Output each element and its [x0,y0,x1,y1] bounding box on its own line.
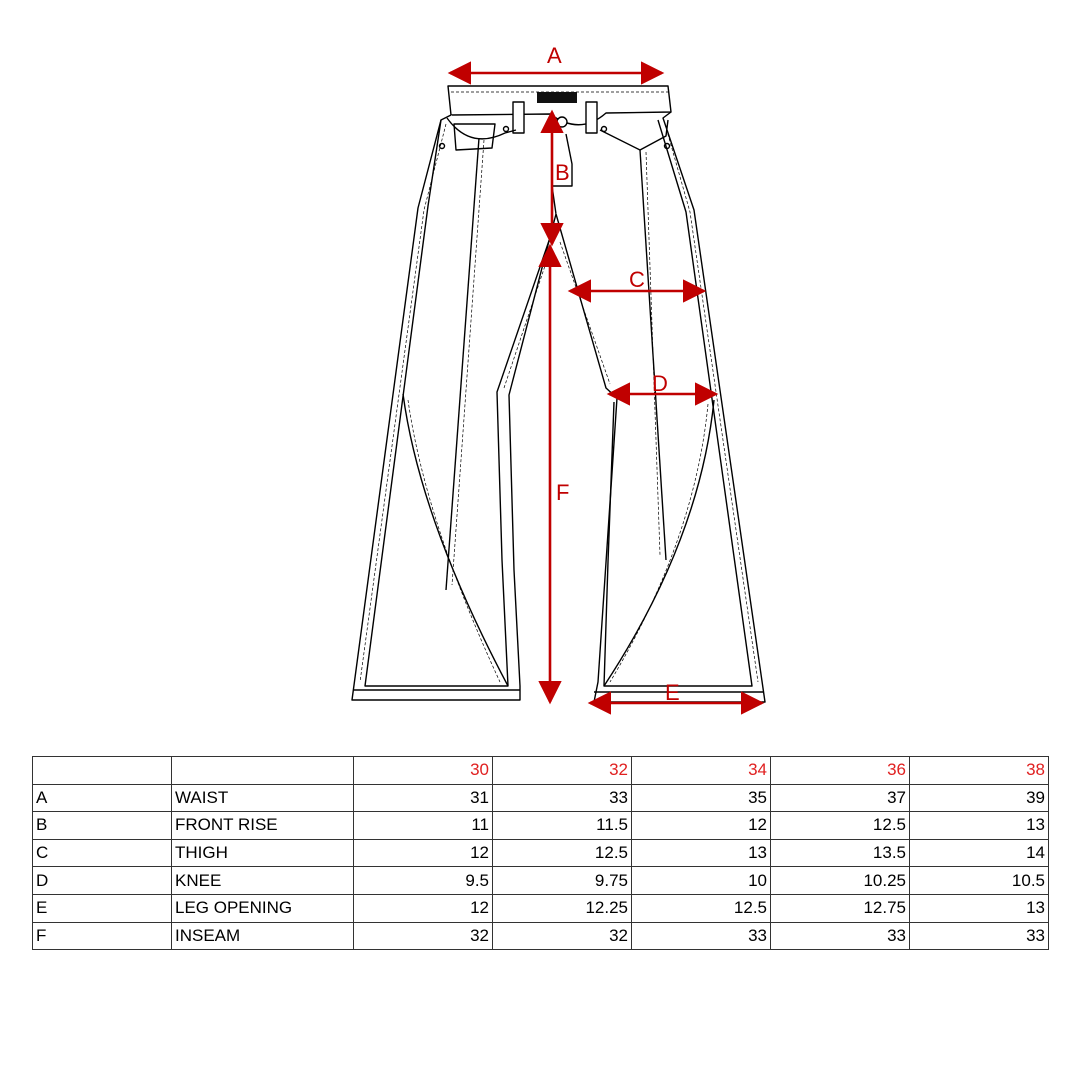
table-cell: 33 [632,922,771,950]
table-cell: 14 [910,839,1049,867]
size-34-header: 34 [632,757,771,785]
table-cell: 12 [632,812,771,840]
table-row-knee [33,867,1049,895]
table-cell: 33 [771,922,910,950]
table-cell: 39 [910,784,1049,812]
label-e: E [665,680,680,705]
table-cell: 12.5 [771,812,910,840]
table-row-waist [33,784,1049,812]
table-cell: 9.5 [354,867,493,895]
table-cell: 33 [493,784,632,812]
table-cell: 12.25 [493,894,632,922]
table-cell: 10 [632,867,771,895]
table-cell: 32 [354,922,493,950]
table-row-thigh [33,839,1049,867]
table-cell: 13 [632,839,771,867]
size-chart-table [32,756,1049,950]
row-code: A [33,784,172,812]
table-cell: 31 [354,784,493,812]
row-code: D [33,867,172,895]
brand-label [537,92,577,103]
header-blank-code [33,757,172,785]
table-cell: 35 [632,784,771,812]
size-header-row [33,757,1049,785]
label-c: C [629,267,645,292]
header-blank-label [172,757,354,785]
table-cell: 11 [354,812,493,840]
table-cell: 12.75 [771,894,910,922]
table-cell: 11.5 [493,812,632,840]
label-d: D [652,371,668,396]
table-cell: 12.5 [493,839,632,867]
row-label: KNEE [172,867,354,895]
table-cell: 10.5 [910,867,1049,895]
row-label: WAIST [172,784,354,812]
table-cell: 12.5 [632,894,771,922]
row-label: THIGH [172,839,354,867]
label-b: B [555,160,570,185]
label-f: F [556,480,570,505]
label-a: A [547,43,562,68]
table-cell: 12 [354,894,493,922]
table-cell: 32 [493,922,632,950]
row-code: E [33,894,172,922]
row-code: C [33,839,172,867]
table-cell: 33 [910,922,1049,950]
table-cell: 9.75 [493,867,632,895]
row-label: FRONT RISE [172,812,354,840]
row-label: LEG OPENING [172,894,354,922]
button [557,117,567,127]
size-32-header: 32 [493,757,632,785]
table-cell: 13 [910,812,1049,840]
row-code: B [33,812,172,840]
belt-loop-left [513,102,524,133]
table-row-inseam [33,922,1049,950]
table-cell: 10.25 [771,867,910,895]
table-cell: 13 [910,894,1049,922]
table-cell: 13.5 [771,839,910,867]
belt-loop-right [586,102,597,133]
row-code: F [33,922,172,950]
table-row-front-rise [33,812,1049,840]
table-row-leg-opening [33,894,1049,922]
size-38-header: 38 [910,757,1049,785]
size-36-header: 36 [771,757,910,785]
table-cell: 37 [771,784,910,812]
table-cell: 12 [354,839,493,867]
size-30-header: 30 [354,757,493,785]
row-label: INSEAM [172,922,354,950]
